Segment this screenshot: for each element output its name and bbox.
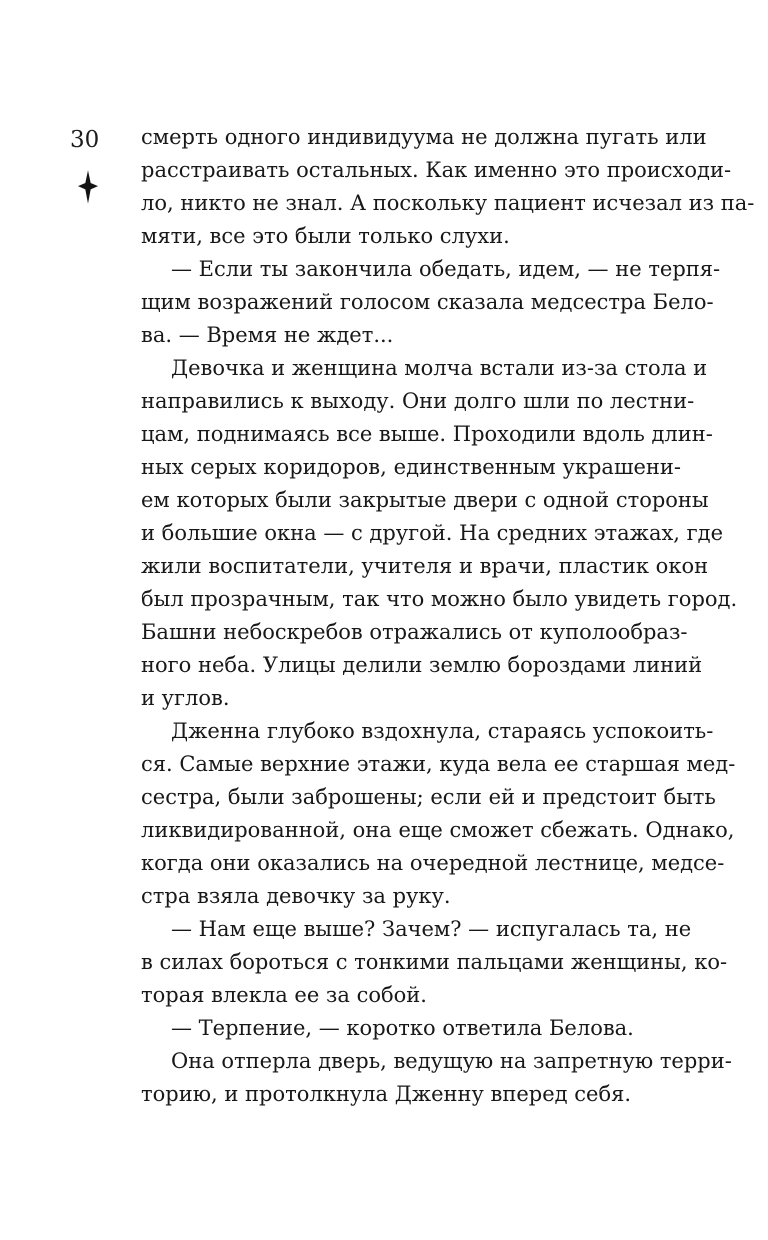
text-line: и большие окна — с другой. На средних этажах, где [141,521,724,545]
text-line: ло, никто не знал. А поскольку пациент исчезал из па- [141,191,755,215]
paragraph [141,1045,732,1111]
text-line: Дженна глубоко вздохнула, стараясь успокоить- [171,719,714,743]
text-line: когда они оказались на очередной лестнице, медсе- [141,851,725,875]
text-line: ных серых коридоров, единственным украшени- [141,455,681,479]
text-line: сестра, были заброшены; если ей и предстоит быть [141,785,716,809]
text-line: торию, и протолкнула Дженну вперед себя. [141,1082,632,1106]
paragraph [141,1012,681,1045]
text-line: направились к выходу. Они долго шли по лестни- [141,389,695,413]
text-line: щим возражений голосом сказала медсестра Бело- [141,290,714,314]
text-line: торая влекла ее за собой. [141,983,427,1007]
text-line: и углов. [141,686,230,710]
paragraph [141,121,755,253]
text-line: ликвидированной, она еще сможет сбежать. Однако, [141,818,735,842]
paragraph [141,715,736,913]
star-decoration-icon [78,170,98,204]
text-line: стра взяла девочку за руку. [141,884,451,908]
page-number: 30 [70,127,100,153]
paragraph [141,913,728,1012]
text-block [141,121,755,1111]
paragraph [141,253,721,352]
text-line: Башни небоскребов отражались от куполообраз- [141,620,688,644]
text-line: в силах бороться с тонкими пальцами женщины, ко- [141,950,728,974]
text-line: — Если ты закончила обедать, идем, — не терпя- [171,257,721,281]
text-line: мяти, все это были только слухи. [141,224,510,248]
text-line: был прозрачным, так что можно было увидеть город. [141,587,738,611]
text-line: Девочка и женщина молча встали из-за стола и [171,356,708,380]
text-line: — Нам еще выше? Зачем? — испугалась та, не [171,917,692,941]
text-line: цам, поднимаясь все выше. Проходили вдоль длин- [141,422,713,446]
text-line: расстраивать остальных. Как именно это происходи- [141,158,732,182]
text-line: Она отперла дверь, ведущую на запретную терри- [171,1049,732,1073]
text-line: ва. — Время не ждет... [141,323,394,347]
text-line: смерть одного индивидуума не должна пугать или [141,125,707,149]
text-line: — Терпение, — коротко ответила Белова. [171,1016,634,1040]
paragraph [141,352,738,715]
text-line: ся. Самые верхние этажи, куда вела ее старшая мед- [141,752,736,776]
text-line: ного неба. Улицы делили землю бороздами линий [141,653,703,677]
text-line: ем которых были закрытые двери с одной стороны [141,488,709,512]
text-line: жили воспитатели, учителя и врачи, пластик окон [141,554,709,578]
